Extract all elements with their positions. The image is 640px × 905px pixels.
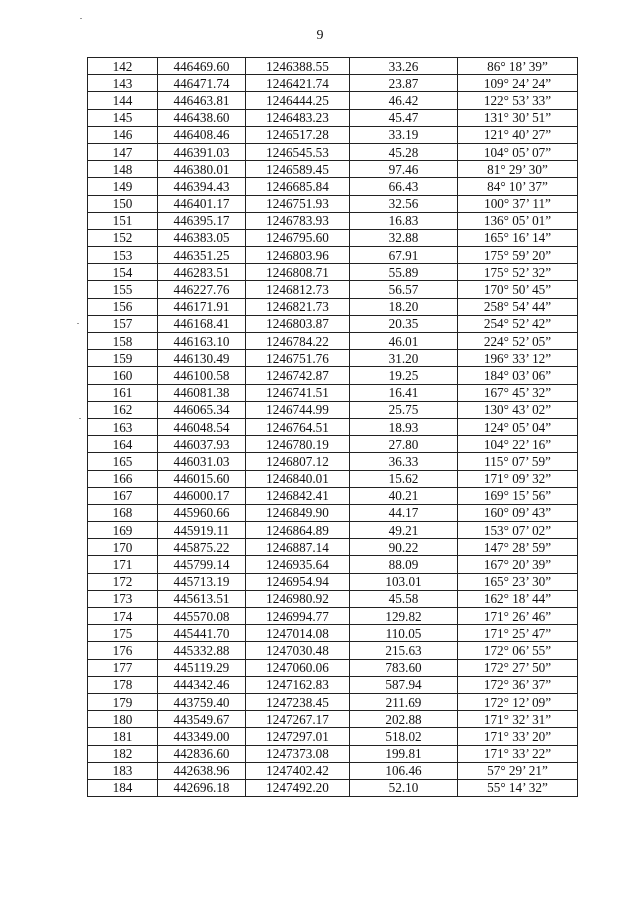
length-cell: 20.35 bbox=[350, 315, 458, 332]
point-number-cell: 161 bbox=[88, 384, 158, 401]
x-coordinate-cell: 446000.17 bbox=[158, 487, 246, 504]
angle-cell: 172° 27’ 50” bbox=[458, 659, 578, 676]
length-cell: 56.57 bbox=[350, 281, 458, 298]
x-coordinate-cell: 446100.58 bbox=[158, 367, 246, 384]
length-cell: 215.63 bbox=[350, 642, 458, 659]
y-coordinate-cell: 1246849.90 bbox=[246, 504, 350, 521]
y-coordinate-cell: 1246784.22 bbox=[246, 333, 350, 350]
table-row bbox=[88, 436, 578, 453]
x-coordinate-cell: 445613.51 bbox=[158, 590, 246, 607]
y-coordinate-cell: 1246783.93 bbox=[246, 212, 350, 229]
length-cell: 518.02 bbox=[350, 728, 458, 745]
length-cell: 199.81 bbox=[350, 745, 458, 762]
x-coordinate-cell: 446031.03 bbox=[158, 453, 246, 470]
x-coordinate-cell: 442638.96 bbox=[158, 762, 246, 779]
x-coordinate-cell: 445570.08 bbox=[158, 608, 246, 625]
x-coordinate-cell: 445799.14 bbox=[158, 556, 246, 573]
angle-cell: 121° 40’ 27” bbox=[458, 126, 578, 143]
length-cell: 18.20 bbox=[350, 298, 458, 315]
length-cell: 106.46 bbox=[350, 762, 458, 779]
point-number-cell: 155 bbox=[88, 281, 158, 298]
point-number-cell: 167 bbox=[88, 487, 158, 504]
table-row bbox=[88, 229, 578, 246]
table-row bbox=[88, 178, 578, 195]
angle-cell: 136° 05’ 01” bbox=[458, 212, 578, 229]
x-coordinate-cell: 444342.46 bbox=[158, 676, 246, 693]
length-cell: 55.89 bbox=[350, 264, 458, 281]
angle-cell: 100° 37’ 11” bbox=[458, 195, 578, 212]
angle-cell: 84° 10’ 37” bbox=[458, 178, 578, 195]
angle-cell: 175° 59’ 20” bbox=[458, 247, 578, 264]
point-number-cell: 159 bbox=[88, 350, 158, 367]
y-coordinate-cell: 1246935.64 bbox=[246, 556, 350, 573]
angle-cell: 109° 24’ 24” bbox=[458, 75, 578, 92]
length-cell: 15.62 bbox=[350, 470, 458, 487]
x-coordinate-cell: 445960.66 bbox=[158, 504, 246, 521]
y-coordinate-cell: 1246954.94 bbox=[246, 573, 350, 590]
point-number-cell: 157 bbox=[88, 315, 158, 332]
x-coordinate-cell: 445332.88 bbox=[158, 642, 246, 659]
x-coordinate-cell: 446438.60 bbox=[158, 109, 246, 126]
table-row bbox=[88, 75, 578, 92]
x-coordinate-cell: 446171.91 bbox=[158, 298, 246, 315]
point-number-cell: 147 bbox=[88, 143, 158, 160]
table-row bbox=[88, 453, 578, 470]
point-number-cell: 148 bbox=[88, 161, 158, 178]
y-coordinate-cell: 1246751.76 bbox=[246, 350, 350, 367]
table-row bbox=[88, 367, 578, 384]
point-number-cell: 184 bbox=[88, 779, 158, 796]
angle-cell: 171° 26’ 46” bbox=[458, 608, 578, 625]
y-coordinate-cell: 1247014.08 bbox=[246, 625, 350, 642]
table-row bbox=[88, 745, 578, 762]
length-cell: 33.19 bbox=[350, 126, 458, 143]
point-number-cell: 162 bbox=[88, 401, 158, 418]
x-coordinate-cell: 446394.43 bbox=[158, 178, 246, 195]
x-coordinate-cell: 446471.74 bbox=[158, 75, 246, 92]
length-cell: 32.88 bbox=[350, 229, 458, 246]
angle-cell: 130° 43’ 02” bbox=[458, 401, 578, 418]
angle-cell: 55° 14’ 32” bbox=[458, 779, 578, 796]
table-row bbox=[88, 728, 578, 745]
table-row bbox=[88, 58, 578, 75]
angle-cell: 165° 23’ 30” bbox=[458, 573, 578, 590]
y-coordinate-cell: 1246780.19 bbox=[246, 436, 350, 453]
length-cell: 45.58 bbox=[350, 590, 458, 607]
angle-cell: 124° 05’ 04” bbox=[458, 418, 578, 435]
angle-cell: 254° 52’ 42” bbox=[458, 315, 578, 332]
table-row bbox=[88, 625, 578, 642]
x-coordinate-cell: 445875.22 bbox=[158, 539, 246, 556]
length-cell: 67.91 bbox=[350, 247, 458, 264]
y-coordinate-cell: 1246803.96 bbox=[246, 247, 350, 264]
x-coordinate-cell: 446401.17 bbox=[158, 195, 246, 212]
x-coordinate-cell: 445441.70 bbox=[158, 625, 246, 642]
angle-cell: 165° 16’ 14” bbox=[458, 229, 578, 246]
point-number-cell: 154 bbox=[88, 264, 158, 281]
length-cell: 110.05 bbox=[350, 625, 458, 642]
angle-cell: 170° 50’ 45” bbox=[458, 281, 578, 298]
x-coordinate-cell: 446168.41 bbox=[158, 315, 246, 332]
table-row bbox=[88, 92, 578, 109]
angle-cell: 258° 54’ 44” bbox=[458, 298, 578, 315]
y-coordinate-cell: 1246764.51 bbox=[246, 418, 350, 435]
angle-cell: 171° 32’ 31” bbox=[458, 711, 578, 728]
table-row bbox=[88, 470, 578, 487]
point-number-cell: 160 bbox=[88, 367, 158, 384]
y-coordinate-cell: 1246803.87 bbox=[246, 315, 350, 332]
table-row bbox=[88, 659, 578, 676]
point-number-cell: 179 bbox=[88, 693, 158, 710]
length-cell: 31.20 bbox=[350, 350, 458, 367]
x-coordinate-cell: 443349.00 bbox=[158, 728, 246, 745]
y-coordinate-cell: 1246517.28 bbox=[246, 126, 350, 143]
point-number-cell: 176 bbox=[88, 642, 158, 659]
angle-cell: 171° 25’ 47” bbox=[458, 625, 578, 642]
length-cell: 45.47 bbox=[350, 109, 458, 126]
length-cell: 18.93 bbox=[350, 418, 458, 435]
angle-cell: 86° 18’ 39” bbox=[458, 58, 578, 75]
angle-cell: 160° 09’ 43” bbox=[458, 504, 578, 521]
x-coordinate-cell: 446065.34 bbox=[158, 401, 246, 418]
point-number-cell: 145 bbox=[88, 109, 158, 126]
table-row bbox=[88, 590, 578, 607]
length-cell: 25.75 bbox=[350, 401, 458, 418]
y-coordinate-cell: 1247030.48 bbox=[246, 642, 350, 659]
table-row bbox=[88, 212, 578, 229]
point-number-cell: 183 bbox=[88, 762, 158, 779]
angle-cell: 131° 30’ 51” bbox=[458, 109, 578, 126]
length-cell: 202.88 bbox=[350, 711, 458, 728]
point-number-cell: 175 bbox=[88, 625, 158, 642]
y-coordinate-cell: 1246795.60 bbox=[246, 229, 350, 246]
y-coordinate-cell: 1247492.20 bbox=[246, 779, 350, 796]
point-number-cell: 178 bbox=[88, 676, 158, 693]
y-coordinate-cell: 1246444.25 bbox=[246, 92, 350, 109]
y-coordinate-cell: 1247373.08 bbox=[246, 745, 350, 762]
x-coordinate-cell: 443549.67 bbox=[158, 711, 246, 728]
x-coordinate-cell: 446227.76 bbox=[158, 281, 246, 298]
table-row bbox=[88, 401, 578, 418]
point-number-cell: 156 bbox=[88, 298, 158, 315]
length-cell: 211.69 bbox=[350, 693, 458, 710]
point-number-cell: 181 bbox=[88, 728, 158, 745]
angle-cell: 115° 07’ 59” bbox=[458, 453, 578, 470]
point-number-cell: 172 bbox=[88, 573, 158, 590]
point-number-cell: 158 bbox=[88, 333, 158, 350]
length-cell: 40.21 bbox=[350, 487, 458, 504]
length-cell: 32.56 bbox=[350, 195, 458, 212]
table-row bbox=[88, 487, 578, 504]
x-coordinate-cell: 446015.60 bbox=[158, 470, 246, 487]
angle-cell: 172° 06’ 55” bbox=[458, 642, 578, 659]
angle-cell: 153° 07’ 02” bbox=[458, 522, 578, 539]
y-coordinate-cell: 1247267.17 bbox=[246, 711, 350, 728]
point-number-cell: 173 bbox=[88, 590, 158, 607]
point-number-cell: 169 bbox=[88, 522, 158, 539]
table-row bbox=[88, 608, 578, 625]
x-coordinate-cell: 446130.49 bbox=[158, 350, 246, 367]
length-cell: 46.01 bbox=[350, 333, 458, 350]
angle-cell: 57° 29’ 21” bbox=[458, 762, 578, 779]
table-row bbox=[88, 264, 578, 281]
point-number-cell: 180 bbox=[88, 711, 158, 728]
table-row bbox=[88, 779, 578, 796]
angle-cell: 172° 12’ 09” bbox=[458, 693, 578, 710]
point-number-cell: 165 bbox=[88, 453, 158, 470]
y-coordinate-cell: 1246840.01 bbox=[246, 470, 350, 487]
length-cell: 16.41 bbox=[350, 384, 458, 401]
table-row bbox=[88, 143, 578, 160]
scan-speck bbox=[77, 323, 79, 324]
point-number-cell: 177 bbox=[88, 659, 158, 676]
coordinates-table-body bbox=[88, 58, 578, 797]
point-number-cell: 151 bbox=[88, 212, 158, 229]
angle-cell: 196° 33’ 12” bbox=[458, 350, 578, 367]
table-row bbox=[88, 642, 578, 659]
point-number-cell: 153 bbox=[88, 247, 158, 264]
scan-speck bbox=[79, 418, 81, 419]
table-row bbox=[88, 247, 578, 264]
page-number: 9 bbox=[316, 28, 324, 43]
x-coordinate-cell: 446391.03 bbox=[158, 143, 246, 160]
length-cell: 97.46 bbox=[350, 161, 458, 178]
x-coordinate-cell: 442696.18 bbox=[158, 779, 246, 796]
point-number-cell: 182 bbox=[88, 745, 158, 762]
y-coordinate-cell: 1246821.73 bbox=[246, 298, 350, 315]
angle-cell: 167° 20’ 39” bbox=[458, 556, 578, 573]
coordinates-table bbox=[87, 57, 578, 797]
angle-cell: 122° 53’ 33” bbox=[458, 92, 578, 109]
x-coordinate-cell: 446463.81 bbox=[158, 92, 246, 109]
y-coordinate-cell: 1246744.99 bbox=[246, 401, 350, 418]
length-cell: 103.01 bbox=[350, 573, 458, 590]
angle-cell: 81° 29’ 30” bbox=[458, 161, 578, 178]
angle-cell: 175° 52’ 32” bbox=[458, 264, 578, 281]
angle-cell: 172° 36’ 37” bbox=[458, 676, 578, 693]
y-coordinate-cell: 1246483.23 bbox=[246, 109, 350, 126]
table-row bbox=[88, 711, 578, 728]
table-row bbox=[88, 762, 578, 779]
point-number-cell: 166 bbox=[88, 470, 158, 487]
table-row bbox=[88, 315, 578, 332]
length-cell: 129.82 bbox=[350, 608, 458, 625]
angle-cell: 147° 28’ 59” bbox=[458, 539, 578, 556]
table-row bbox=[88, 522, 578, 539]
length-cell: 66.43 bbox=[350, 178, 458, 195]
x-coordinate-cell: 446283.51 bbox=[158, 264, 246, 281]
x-coordinate-cell: 446351.25 bbox=[158, 247, 246, 264]
length-cell: 23.87 bbox=[350, 75, 458, 92]
angle-cell: 162° 18’ 44” bbox=[458, 590, 578, 607]
point-number-cell: 142 bbox=[88, 58, 158, 75]
y-coordinate-cell: 1247060.06 bbox=[246, 659, 350, 676]
x-coordinate-cell: 443759.40 bbox=[158, 693, 246, 710]
x-coordinate-cell: 446048.54 bbox=[158, 418, 246, 435]
y-coordinate-cell: 1247297.01 bbox=[246, 728, 350, 745]
x-coordinate-cell: 442836.60 bbox=[158, 745, 246, 762]
point-number-cell: 171 bbox=[88, 556, 158, 573]
point-number-cell: 144 bbox=[88, 92, 158, 109]
angle-cell: 171° 33’ 20” bbox=[458, 728, 578, 745]
point-number-cell: 168 bbox=[88, 504, 158, 521]
length-cell: 27.80 bbox=[350, 436, 458, 453]
x-coordinate-cell: 446037.93 bbox=[158, 436, 246, 453]
x-coordinate-cell: 446081.38 bbox=[158, 384, 246, 401]
x-coordinate-cell: 446383.05 bbox=[158, 229, 246, 246]
y-coordinate-cell: 1246421.74 bbox=[246, 75, 350, 92]
x-coordinate-cell: 446163.10 bbox=[158, 333, 246, 350]
y-coordinate-cell: 1246807.12 bbox=[246, 453, 350, 470]
x-coordinate-cell: 445919.11 bbox=[158, 522, 246, 539]
angle-cell: 167° 45’ 32” bbox=[458, 384, 578, 401]
angle-cell: 171° 33’ 22” bbox=[458, 745, 578, 762]
point-number-cell: 164 bbox=[88, 436, 158, 453]
point-number-cell: 143 bbox=[88, 75, 158, 92]
angle-cell: 184° 03’ 06” bbox=[458, 367, 578, 384]
table-row bbox=[88, 504, 578, 521]
table-row bbox=[88, 539, 578, 556]
table-row bbox=[88, 418, 578, 435]
angle-cell: 224° 52’ 05” bbox=[458, 333, 578, 350]
length-cell: 19.25 bbox=[350, 367, 458, 384]
y-coordinate-cell: 1246808.71 bbox=[246, 264, 350, 281]
point-number-cell: 170 bbox=[88, 539, 158, 556]
point-number-cell: 149 bbox=[88, 178, 158, 195]
y-coordinate-cell: 1247402.42 bbox=[246, 762, 350, 779]
length-cell: 16.83 bbox=[350, 212, 458, 229]
length-cell: 52.10 bbox=[350, 779, 458, 796]
x-coordinate-cell: 445119.29 bbox=[158, 659, 246, 676]
length-cell: 587.94 bbox=[350, 676, 458, 693]
length-cell: 783.60 bbox=[350, 659, 458, 676]
scan-speck bbox=[80, 18, 82, 19]
x-coordinate-cell: 446469.60 bbox=[158, 58, 246, 75]
table-row bbox=[88, 676, 578, 693]
y-coordinate-cell: 1246812.73 bbox=[246, 281, 350, 298]
table-row bbox=[88, 109, 578, 126]
y-coordinate-cell: 1246864.89 bbox=[246, 522, 350, 539]
point-number-cell: 163 bbox=[88, 418, 158, 435]
point-number-cell: 146 bbox=[88, 126, 158, 143]
y-coordinate-cell: 1246842.41 bbox=[246, 487, 350, 504]
y-coordinate-cell: 1246994.77 bbox=[246, 608, 350, 625]
x-coordinate-cell: 446395.17 bbox=[158, 212, 246, 229]
y-coordinate-cell: 1246742.87 bbox=[246, 367, 350, 384]
table-row bbox=[88, 126, 578, 143]
length-cell: 44.17 bbox=[350, 504, 458, 521]
angle-cell: 171° 09’ 32” bbox=[458, 470, 578, 487]
table-row bbox=[88, 384, 578, 401]
y-coordinate-cell: 1246741.51 bbox=[246, 384, 350, 401]
length-cell: 90.22 bbox=[350, 539, 458, 556]
table-row bbox=[88, 693, 578, 710]
length-cell: 45.28 bbox=[350, 143, 458, 160]
length-cell: 88.09 bbox=[350, 556, 458, 573]
point-number-cell: 152 bbox=[88, 229, 158, 246]
y-coordinate-cell: 1246589.45 bbox=[246, 161, 350, 178]
angle-cell: 169° 15’ 56” bbox=[458, 487, 578, 504]
point-number-cell: 174 bbox=[88, 608, 158, 625]
table-row bbox=[88, 556, 578, 573]
y-coordinate-cell: 1246887.14 bbox=[246, 539, 350, 556]
length-cell: 46.42 bbox=[350, 92, 458, 109]
x-coordinate-cell: 446380.01 bbox=[158, 161, 246, 178]
table-row bbox=[88, 333, 578, 350]
table-row bbox=[88, 161, 578, 178]
table-row bbox=[88, 350, 578, 367]
y-coordinate-cell: 1247162.83 bbox=[246, 676, 350, 693]
y-coordinate-cell: 1246685.84 bbox=[246, 178, 350, 195]
angle-cell: 104° 22’ 16” bbox=[458, 436, 578, 453]
length-cell: 33.26 bbox=[350, 58, 458, 75]
length-cell: 49.21 bbox=[350, 522, 458, 539]
x-coordinate-cell: 446408.46 bbox=[158, 126, 246, 143]
y-coordinate-cell: 1246751.93 bbox=[246, 195, 350, 212]
point-number-cell: 150 bbox=[88, 195, 158, 212]
table-row bbox=[88, 195, 578, 212]
table-row bbox=[88, 281, 578, 298]
table-row bbox=[88, 298, 578, 315]
y-coordinate-cell: 1246545.53 bbox=[246, 143, 350, 160]
x-coordinate-cell: 445713.19 bbox=[158, 573, 246, 590]
y-coordinate-cell: 1246388.55 bbox=[246, 58, 350, 75]
length-cell: 36.33 bbox=[350, 453, 458, 470]
y-coordinate-cell: 1247238.45 bbox=[246, 693, 350, 710]
table-row bbox=[88, 573, 578, 590]
angle-cell: 104° 05’ 07” bbox=[458, 143, 578, 160]
y-coordinate-cell: 1246980.92 bbox=[246, 590, 350, 607]
